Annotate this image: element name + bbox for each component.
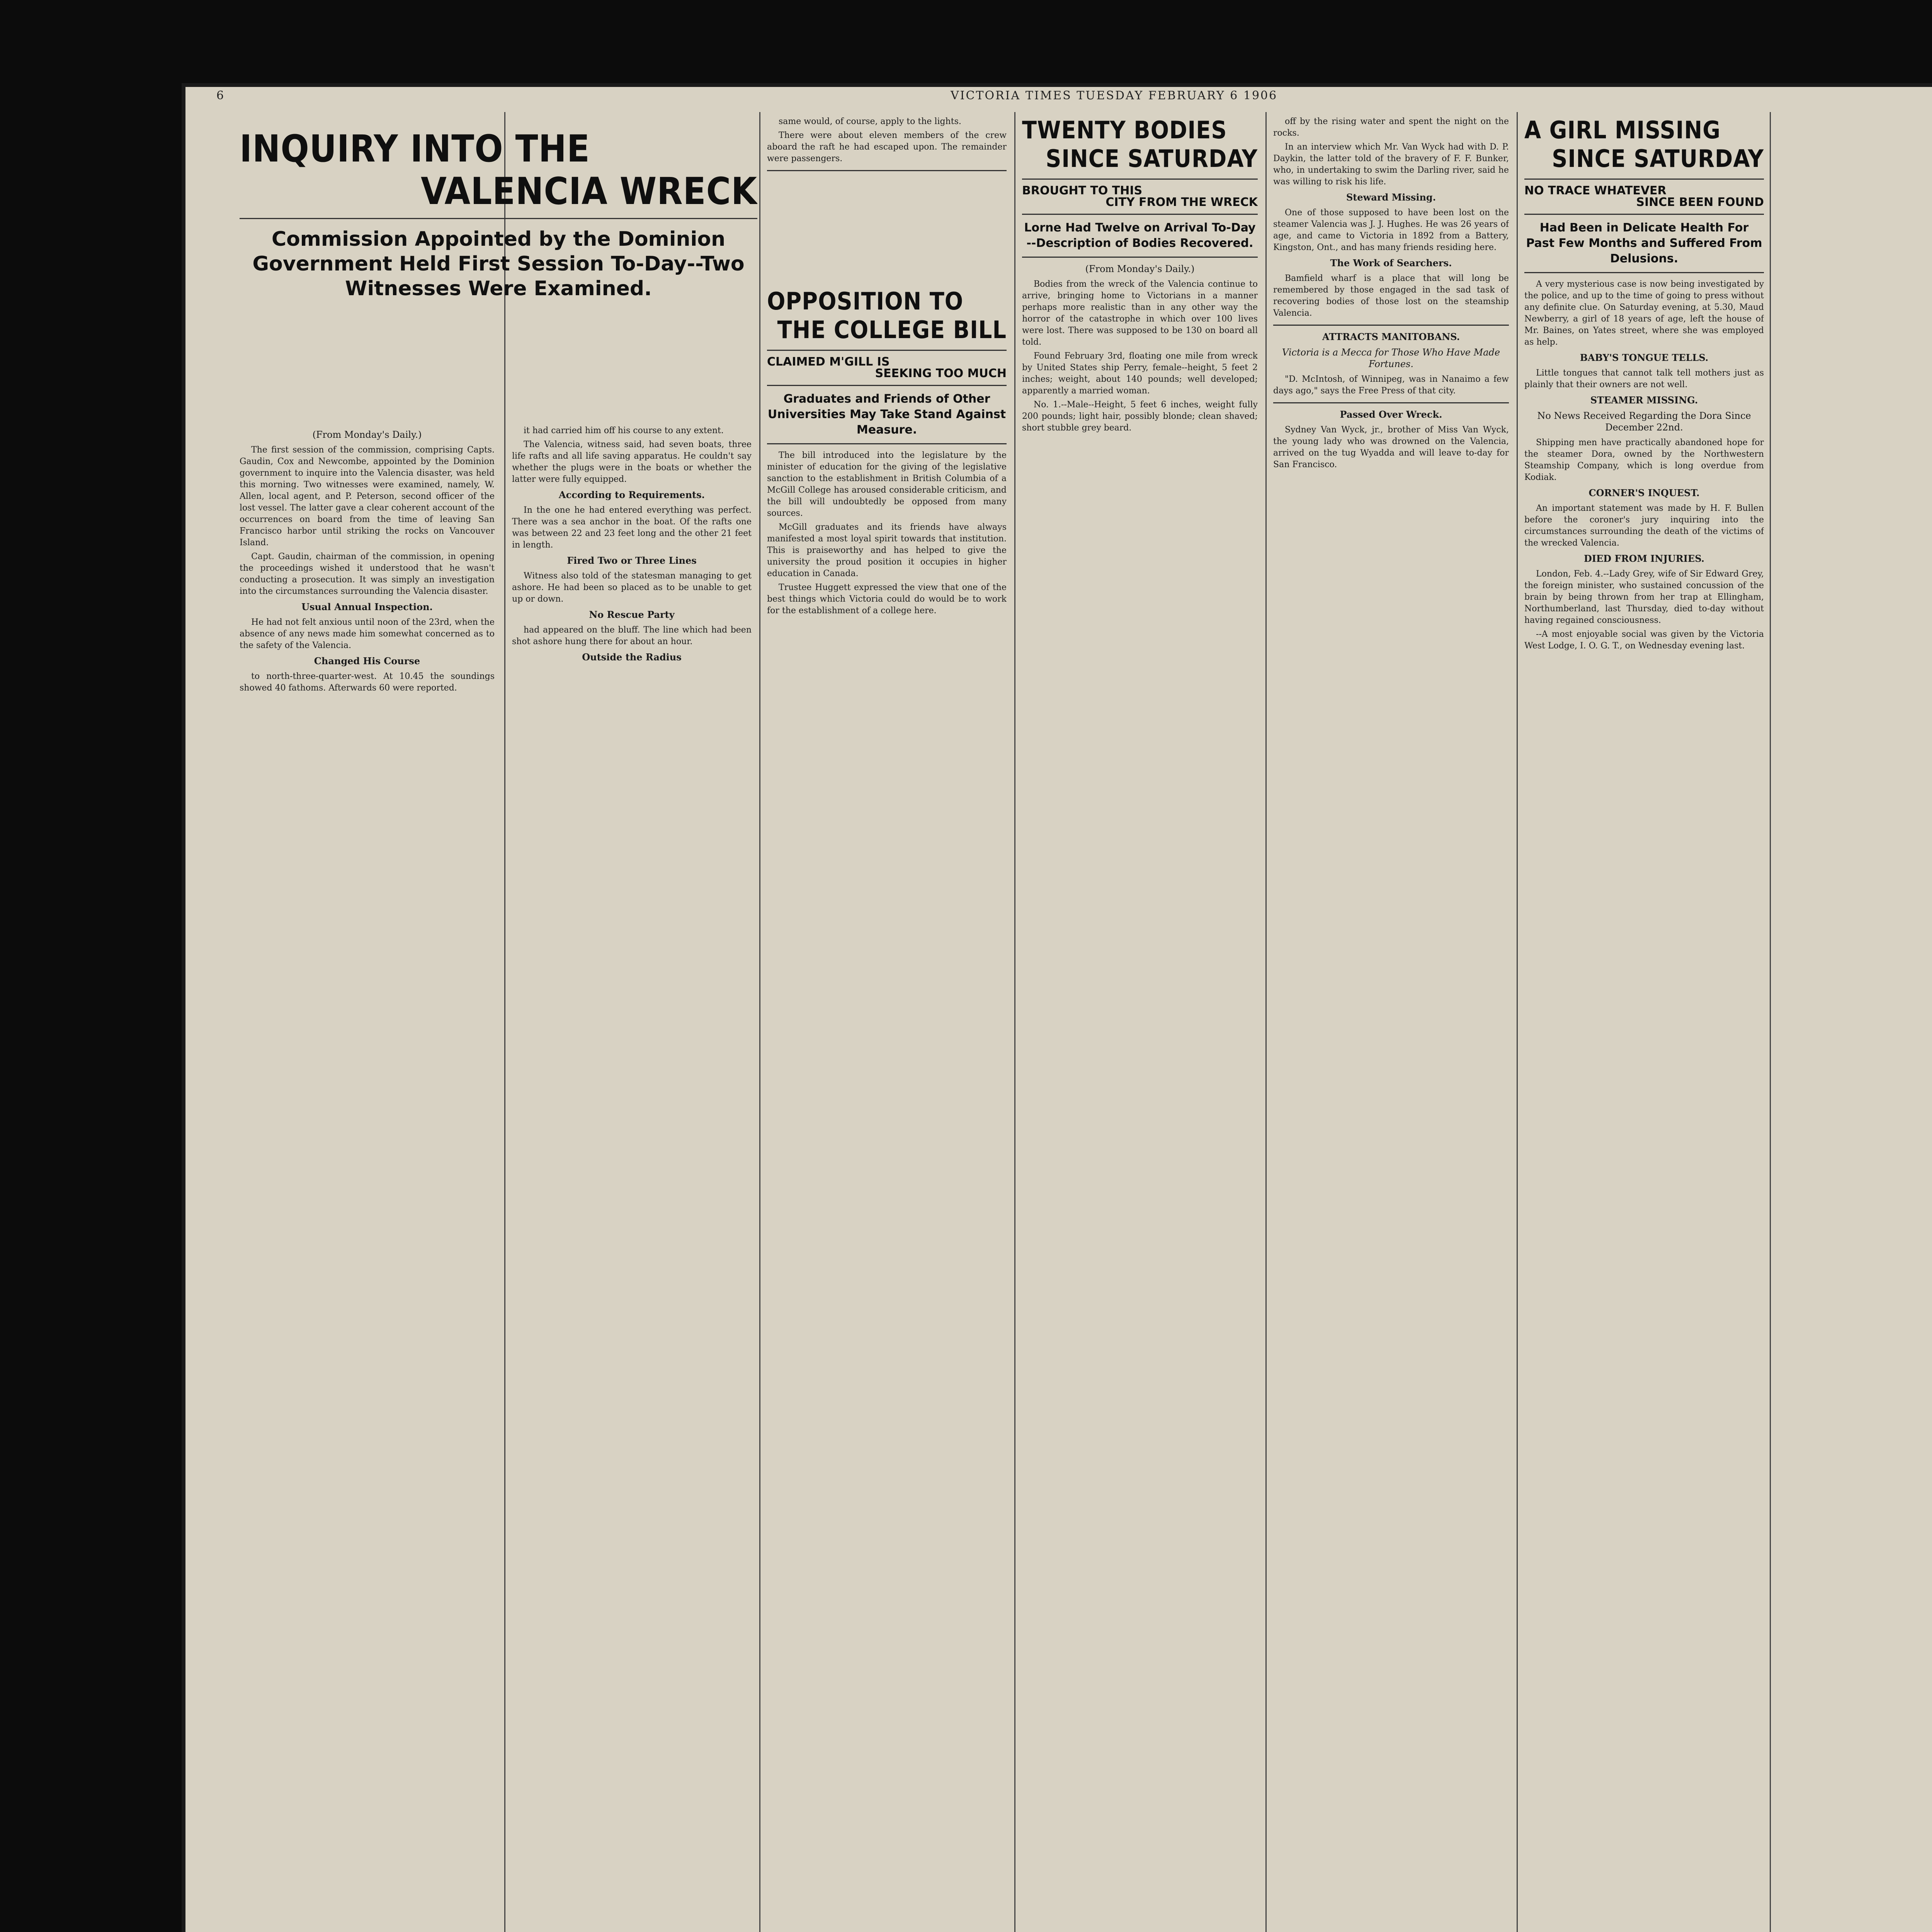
paragraph: to north-three-quarter-west. At 10.45 the soundings showed 40 fathoms. Afterwards 60 were reported.: [240, 672, 495, 693]
paragraph: In the one he had entered everything was perfect. There was a sea anchor in the boat. Of the rafts one was between 22 and 23 feet long and the other 21 feet in length.: [512, 505, 752, 550]
paragraph: The Valencia, witness said, had seven boats, three life rafts and all life saving apparatus. He couldn't say whether the plugs were in the boats or whether the latter were fully equipped.: [512, 440, 752, 484]
headline: TWENTY BODIES: [1022, 116, 1227, 144]
deck: SINCE BEEN FOUND: [1636, 196, 1764, 209]
paragraph: had appeared on the bluff. The line which had been shot ashore hung there for about an hour.: [512, 625, 752, 646]
deck: Had Been in Delicate Health For Past Few Months and Suffered From Delusions.: [1526, 221, 1762, 265]
subhead: STEAMER MISSING.: [1590, 395, 1698, 406]
paragraph: it had carried him off his course to any extent.: [524, 426, 724, 435]
masthead-strip: [216, 89, 1932, 104]
dateline: (From Monday's Daily.): [312, 429, 422, 440]
column-rule: [1517, 112, 1518, 1932]
paragraph: London, Feb. 4.--Lady Grey, wife of Sir Edward Grey, the foreign minister, who sustained concussion of the brain by being thrown from her trap at Ellingham, Northumberland, last Thursday, died to-day without having regained consciousness.: [1524, 569, 1764, 625]
paragraph: Bamfield wharf is a place that will long be remembered by those engaged in the sad task of recovering bodies of those lost on the steamship Valencia.: [1273, 274, 1509, 318]
paragraph: "D. McIntosh, of Winnipeg, was in Nanaimo a few days ago," says the Free Press of that city.: [1273, 374, 1509, 396]
paragraph: He had not felt anxious until noon of the 23rd, when the absence of any news made him somewhat concerned as to the safety of the Valencia.: [240, 617, 495, 650]
deck: Lorne Had Twelve on Arrival To-Day --Description of Bodies Recovered.: [1024, 221, 1256, 250]
article-column-6: [1524, 116, 1764, 1932]
subhead: Victoria is a Mecca for Those Who Have Made Fortunes.: [1282, 347, 1500, 369]
deck: NO TRACE WHATEVER: [1524, 184, 1667, 197]
deck: BROUGHT TO THIS: [1022, 184, 1143, 197]
subhead: Steward Missing.: [1346, 192, 1436, 203]
paragraph: --A most enjoyable social was given by the Victoria West Lodge, I. O. G. T., on Wednesday evening last.: [1524, 629, 1764, 651]
paragraph: The first session of the commission, comprising Capts. Gaudin, Cox and Newcombe, appointed by the Dominion government to inquire into the Valencia disaster, was held this morning. Two witnesses were examined, namely, W. Allen, local agent, and P. Peterson, second officer of the lost vessel. The latter gave a clear coherent account of the occurrences on board from the time of leaving San Francisco harbor until striking the rocks on Vancouver Island.: [240, 445, 495, 548]
dateline: (From Monday's Daily.): [1085, 264, 1195, 274]
headline: OPPOSITION TO: [767, 287, 964, 315]
article-column-3: [767, 116, 1007, 1932]
deck: SEEKING TOO MUCH: [875, 367, 1007, 380]
article-column-4: [1022, 116, 1258, 1932]
paragraph: Shipping men have practically abandoned hope for the steamer Dora, owned by the Northwestern Steamship Company, which is long overdue from Kodiak.: [1524, 438, 1764, 482]
subhead: Usual Annual Inspection.: [301, 601, 433, 612]
headline: VALENCIA WRECK: [420, 170, 757, 213]
column-rule: [1265, 112, 1267, 1932]
headline: INQUIRY INTO THE: [240, 127, 590, 170]
deck: CLAIMED M'GILL IS: [767, 355, 890, 369]
headline: A GIRL MISSING: [1524, 116, 1721, 144]
subhead: CORNER'S INQUEST.: [1588, 487, 1700, 498]
headline: SINCE SATURDAY: [1046, 145, 1258, 173]
subhead: ATTRACTS MANITOBANS.: [1322, 331, 1460, 342]
paragraph: There were about eleven members of the crew aboard the raft he had escaped upon. The remainder were passengers.: [767, 131, 1007, 163]
subhead: DIED FROM INJURIES.: [1583, 553, 1705, 564]
paragraph: same would, of course, apply to the lights.: [779, 117, 961, 126]
column-rule: [759, 112, 760, 1932]
paragraph: A very mysterious case is now being investigated by the police, and up to the time of going to press without any definite clue. On Saturday evening, at 5.30, Maud Newberry, a girl of 18 years of age, left the house of Mr. Baines, on Yates street, where she was employed as help.: [1524, 279, 1764, 347]
subhead: Outside the Radius: [582, 651, 682, 663]
column-rule: [1770, 112, 1771, 1932]
paragraph: Little tongues that cannot talk tell mothers just as plainly that their owners are not well.: [1524, 368, 1764, 389]
subhead: According to Requirements.: [559, 489, 705, 500]
deck: CITY FROM THE WRECK: [1105, 196, 1258, 209]
paragraph: Capt. Gaudin, chairman of the commission, in opening the proceedings wished it understood that he wasn't conducting a prosecution. It was simply an investigation into the circumstances surrounding the Valencia disaster.: [240, 552, 495, 596]
paragraph: Trustee Huggett expressed the view that one of the best things which Victoria could do would be to work for the establishment of a college here.: [767, 583, 1007, 616]
subhead: Passed Over Wreck.: [1340, 409, 1442, 420]
paragraph: Witness also told of the statesman managing to get ashore. He had been so placed as to be unable to get up or down.: [512, 571, 752, 604]
paragraph: The bill introduced into the legislature by the minister of education for the giving of the legislative sanction to the establishment in British Columbia of a McGill College has aroused considerable criticism, and the bill will undoubtedly be opposed from many sources.: [767, 451, 1007, 518]
subhead: Fired Two or Three Lines: [567, 555, 697, 566]
paragraph: An important statement was made by H. F. Bullen before the coroner's jury inquiring into the circumstances surrounding the death of the victims of the wrecked Valencia.: [1524, 503, 1764, 548]
paragraph: Found February 3rd, floating one mile from wreck by United States ship Perry, female--height, 5 feet 2 inches; weight, about 140 pounds; well developed; apparently a married woman.: [1022, 351, 1258, 396]
subhead: The Work of Searchers.: [1330, 257, 1452, 269]
paragraph: No. 1.--Male--Height, 5 feet 6 inches, weight fully 200 pounds; light hair, possibly blonde; clean shaved; short stubble grey beard.: [1022, 400, 1258, 433]
paragraph: off by the rising water and spent the night on the rocks.: [1273, 117, 1509, 138]
subhead: No Rescue Party: [589, 609, 675, 620]
article-column-2: [512, 425, 752, 1932]
headline: SINCE SATURDAY: [1552, 145, 1764, 173]
subhead: No News Received Regarding the Dora Since December 22nd.: [1537, 410, 1751, 433]
subhead: BABY'S TONGUE TELLS.: [1580, 352, 1709, 363]
subhead: Changed His Course: [314, 655, 420, 667]
article-column-1: [240, 425, 495, 1932]
paragraph: McGill graduates and its friends have always manifested a most loyal spirit towards that institution. This is praiseworthy and has helped to give the university the proud position it occupies in higher education in Canada.: [767, 522, 1007, 578]
paragraph: One of those supposed to have been lost on the steamer Valencia was J. J. Hughes. He was 26 years of age, and came to Victoria in 1892 from a Battery, Kingston, Ont., and has many friends residing here.: [1273, 208, 1509, 252]
headline: THE COLLEGE BILL: [777, 316, 1007, 344]
masthead: VICTORIA TIMES TUESDAY FEBRUARY 6 1906: [951, 89, 1278, 102]
paragraph: Sydney Van Wyck, jr., brother of Miss Van Wyck, the young lady who was drowned on the Valencia, arrived on the tug Wyadda and will leave to-day for San Francisco.: [1273, 425, 1509, 469]
paragraph: Bodies from the wreck of the Valencia continue to arrive, bringing home to Victorians in a manner perhaps more realistic than in any other way the horror of the catastrophe in which over 100 lives were lost. There was supposed to be 130 on board all told.: [1022, 279, 1258, 347]
paragraph: In an interview which Mr. Van Wyck had with D. P. Daykin, the latter told of the bravery of F. F. Bunker, who, in undertaking to swim the Darling river, said he was willing to risk his life.: [1273, 142, 1509, 187]
subheadline: Commission Appointed by the Dominion Government Held First Session To-Day--Two Witnesses Were Examined.: [252, 228, 745, 300]
column-rule: [1014, 112, 1015, 1932]
page-number: 6: [216, 89, 224, 102]
deck: Graduates and Friends of Other Universities May Take Stand Against Measure.: [767, 392, 1006, 437]
article-column-5: [1273, 116, 1509, 1932]
